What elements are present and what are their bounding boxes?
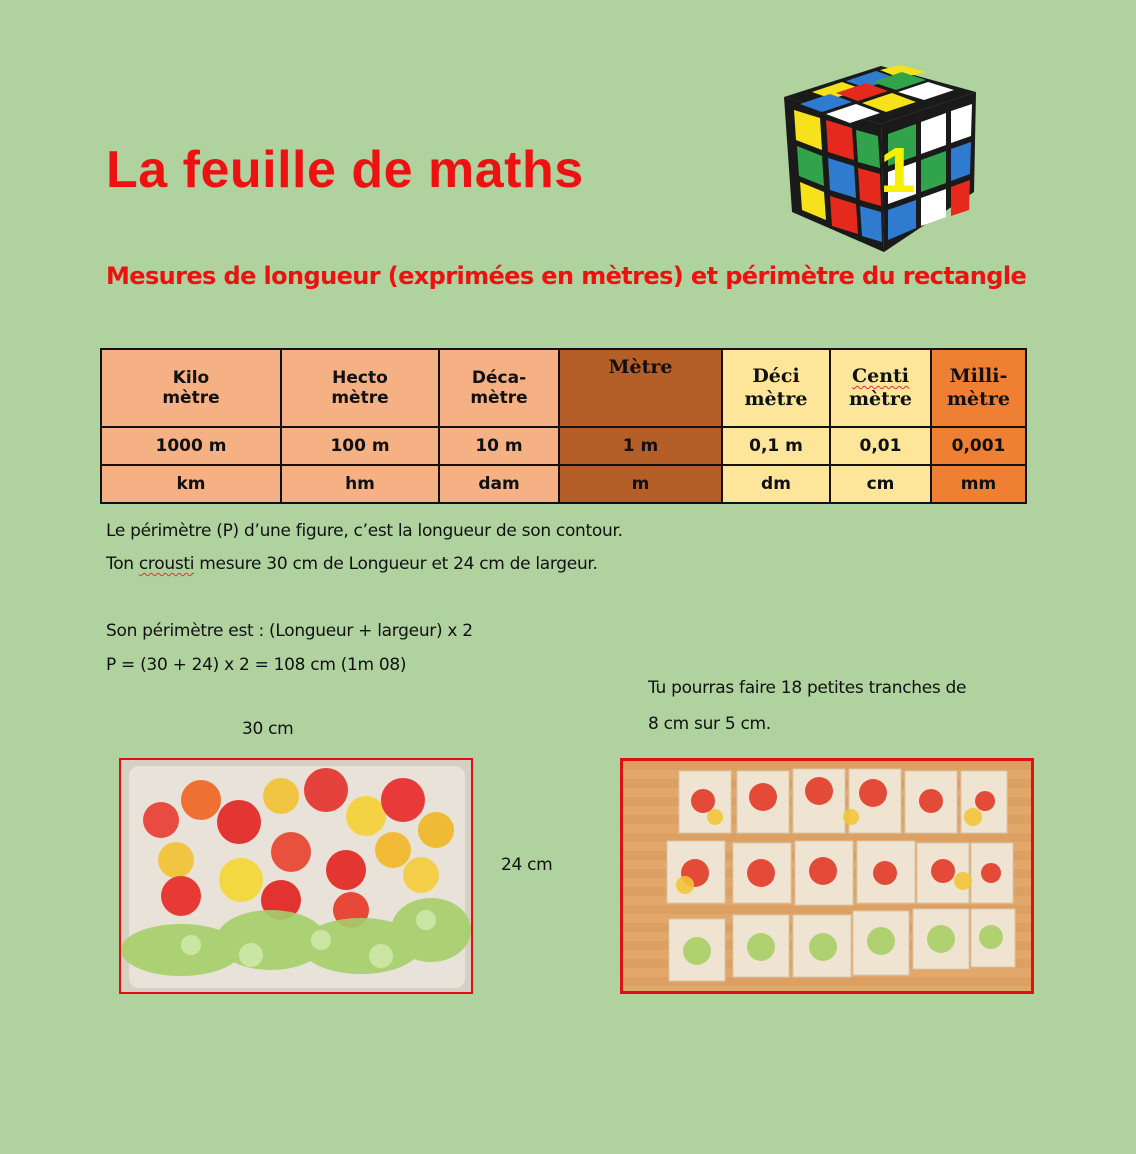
page-subtitle: Mesures de longueur (exprimées en mètres) et périmètre du rectangle bbox=[106, 262, 1027, 290]
value-cell: 0,1 m bbox=[722, 427, 830, 465]
height-label: 24 cm bbox=[501, 855, 553, 875]
units-symbol-row bbox=[101, 465, 1026, 503]
units-table bbox=[100, 348, 1027, 504]
symbol-cell: dam bbox=[439, 465, 559, 503]
symbol-cell: hm bbox=[281, 465, 439, 503]
crousti-whole-photo bbox=[119, 758, 473, 994]
perimeter-definition: Le périmètre (P) d’une figure, c’est la longueur de son contour. bbox=[106, 521, 623, 541]
cube-number: 1 bbox=[880, 134, 916, 206]
symbol-cell: mm bbox=[931, 465, 1026, 503]
symbol-cell: m bbox=[559, 465, 722, 503]
units-value-row bbox=[101, 427, 1026, 465]
value-cell: 0,01 bbox=[830, 427, 931, 465]
header-decametre: Déca- mètre bbox=[439, 349, 559, 427]
value-cell: 10 m bbox=[439, 427, 559, 465]
page-title: La feuille de maths bbox=[106, 141, 584, 199]
units-header-row bbox=[101, 349, 1026, 427]
perimeter-formula: Son périmètre est : (Longueur + largeur) x 2 bbox=[106, 621, 473, 641]
header-metre: Mètre bbox=[559, 349, 722, 427]
crousti-dimensions: Ton crousti mesure 30 cm de Longueur et 24 cm de largeur. bbox=[106, 554, 598, 574]
value-cell: 100 m bbox=[281, 427, 439, 465]
symbol-cell: cm bbox=[830, 465, 931, 503]
value-cell: 1000 m bbox=[101, 427, 281, 465]
symbol-cell: km bbox=[101, 465, 281, 503]
width-label: 30 cm bbox=[242, 719, 294, 739]
symbol-cell: dm bbox=[722, 465, 830, 503]
perimeter-calculation: P = (30 + 24) x 2 = 108 cm (1m 08) bbox=[106, 655, 407, 675]
slices-text-line1: Tu pourras faire 18 petites tranches de bbox=[648, 678, 967, 698]
header-decimetre: Déci mètre bbox=[722, 349, 830, 427]
header-kilometre: Kilo mètre bbox=[101, 349, 281, 427]
value-cell: 0,001 bbox=[931, 427, 1026, 465]
rubiks-cube-icon bbox=[776, 62, 986, 258]
header-hectometre: Hecto mètre bbox=[281, 349, 439, 427]
value-cell: 1 m bbox=[559, 427, 722, 465]
slices-text-line2: 8 cm sur 5 cm. bbox=[648, 714, 771, 734]
header-millimetre: Milli- mètre bbox=[931, 349, 1026, 427]
crousti-slices-photo bbox=[620, 758, 1034, 994]
header-centimetre: Centi mètre bbox=[830, 349, 931, 427]
